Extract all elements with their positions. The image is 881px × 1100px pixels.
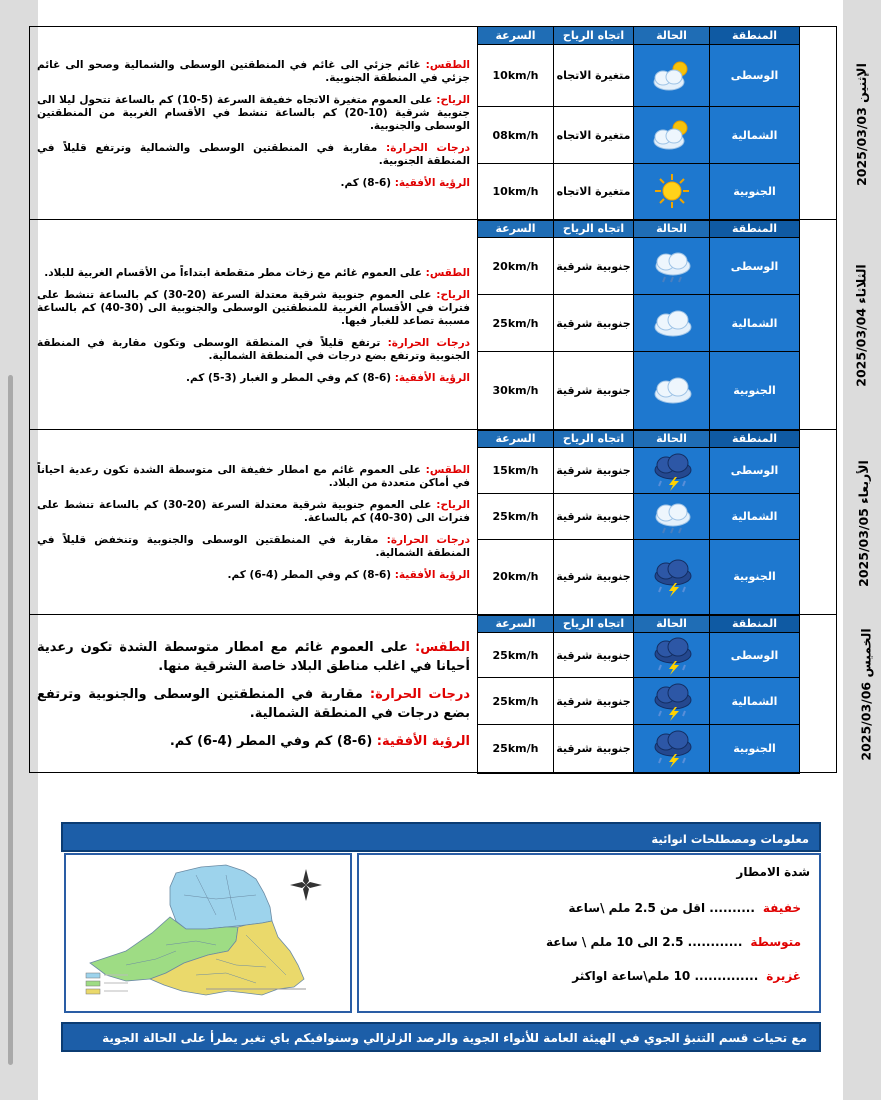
speed-cell: 10km/h	[478, 164, 554, 220]
speed-cell: 25km/h	[478, 725, 554, 773]
region-cell: الجنوبية	[710, 725, 800, 773]
table-header-row	[30, 615, 837, 633]
speed-cell: 25km/h	[478, 295, 554, 352]
header-region: المنطقة	[710, 27, 800, 45]
info-title-bar: معلومات ومصطلحات انوائية	[61, 822, 821, 852]
day-2-date: الثلاثاء 2025/03/04	[800, 220, 837, 430]
wind-direction-cell: متغيرة الاتجاه	[554, 45, 634, 107]
wind-direction-cell: جنوبية شرقية	[554, 725, 634, 773]
list-item: غزيرة.............. 10 ملم\ساعة اواكثر	[572, 969, 801, 983]
partly-cloudy-icon	[647, 115, 697, 155]
day-1-date: الإثنين 2025/03/03	[800, 27, 837, 220]
speed-cell: 30km/h	[478, 352, 554, 430]
header-state: الحالة	[634, 430, 710, 448]
speed-cell: 08km/h	[478, 107, 554, 164]
state-cell	[634, 295, 710, 352]
footer-banner: مع تحيات قسم التنبؤ الجوي في الهيئة العامة للأنواء الجوية والرصد الزلزالي وسنوافيكم باي تغير يطرأ على الحالة الجوية	[61, 1022, 821, 1052]
sunny-icon	[647, 171, 697, 211]
rain-intensity-panel	[357, 853, 821, 1013]
header-region: المنطقة	[710, 615, 800, 633]
header-speed: السرعة	[478, 430, 554, 448]
state-cell	[634, 238, 710, 295]
header-state: الحالة	[634, 615, 710, 633]
wind-direction-cell: جنوبية شرقية	[554, 295, 634, 352]
region-cell: الشمالية	[710, 494, 800, 540]
state-cell	[634, 494, 710, 540]
region-cell: الوسطى	[710, 633, 800, 678]
partly-cloudy-icon	[647, 56, 697, 96]
table-header-row	[30, 220, 837, 238]
cloudy-icon	[647, 303, 697, 343]
table-header-row	[30, 27, 837, 45]
region-cell: الوسطى	[710, 448, 800, 494]
wind-direction-cell: متغيرة الاتجاه	[554, 107, 634, 164]
header-region: المنطقة	[710, 220, 800, 238]
speed-cell: 25km/h	[478, 678, 554, 725]
list-item: متوسطة............ 2.5 الى 10 ملم \ ساعة	[545, 935, 801, 949]
region-cell: الوسطى	[710, 45, 800, 107]
rain-intensity-title: شدة الامطار	[736, 865, 810, 879]
state-cell	[634, 164, 710, 220]
table-header-row	[30, 430, 837, 448]
compass-rose-icon	[290, 869, 322, 901]
wind-direction-cell: جنوبية شرقية	[554, 448, 634, 494]
header-region: المنطقة	[710, 430, 800, 448]
region-cell: الشمالية	[710, 678, 800, 725]
wind-direction-cell: جنوبية شرقية	[554, 540, 634, 615]
state-cell	[634, 448, 710, 494]
wind-direction-cell: متغيرة الاتجاه	[554, 164, 634, 220]
wind-direction-cell: جنوبية شرقية	[554, 352, 634, 430]
state-cell	[634, 725, 710, 773]
region-cell: الوسطى	[710, 238, 800, 295]
day-2-description: الطقس: على العموم غائم مع زخات مطر متقطعة ابتداءاً من الأقسام الغربية للبلاد. الرياح: على العموم جنوبية شرقية معتدلة السرعة (20-30) كم بالساعة تنشط على فترات في الأقسام الغربية للمنطقتين الوسطى والجنوبية الى (30-40) كم بالساعة مسببة تصاعد للغبار فيها. درجات الحرارة: ترتفع قليلاً في المنطقة الوسطى وتكون مقاربة في المنطقة الجنوبية وترتفع بضع درجات في المنطقة الشمالية. الرؤية الأفقية: (6-8) كم وفي المطر و الغبار (3-5) كم.	[30, 220, 478, 430]
thunderstorm-icon	[647, 557, 697, 597]
header-wind-direction: اتجاه الرياح	[554, 27, 634, 45]
header-speed: السرعة	[478, 615, 554, 633]
regions-map	[64, 853, 352, 1013]
speed-cell: 15km/h	[478, 448, 554, 494]
thunderstorm-icon	[647, 728, 697, 768]
thunderstorm-icon	[647, 451, 697, 491]
forecast-table	[29, 26, 874, 774]
cloudy-rain-icon	[647, 497, 697, 537]
region-cell: الجنوبية	[710, 352, 800, 430]
state-cell	[634, 45, 710, 107]
speed-cell: 20km/h	[478, 238, 554, 295]
day-4-description: الطقس: على العموم غائم مع امطار متوسطة الشدة تكون رعدية أحيانا في اغلب مناطق البلاد خاصة الشرقية منها. درجات الحرارة: مقاربة في المنطقتين الوسطى والجنوبية وترتفع بضع درجات في المنطقة الشمالية. الرؤية الأفقية: (6-8) كم وفي المطر (4-6) كم.	[30, 615, 478, 773]
region-cell: الجنوبية	[710, 540, 800, 615]
state-cell	[634, 678, 710, 725]
cloudy-rain-icon	[647, 246, 697, 286]
region-cell: الشمالية	[710, 107, 800, 164]
wind-direction-cell: جنوبية شرقية	[554, 678, 634, 725]
iraq-map-image	[66, 855, 350, 1011]
cloudy-icon	[647, 370, 697, 410]
region-cell: الجنوبية	[710, 164, 800, 220]
header-wind-direction: اتجاه الرياح	[554, 220, 634, 238]
header-wind-direction: اتجاه الرياح	[554, 615, 634, 633]
state-cell	[634, 352, 710, 430]
region-cell: الشمالية	[710, 295, 800, 352]
header-speed: السرعة	[478, 27, 554, 45]
wind-direction-cell: جنوبية شرقية	[554, 633, 634, 678]
header-state: الحالة	[634, 27, 710, 45]
day-3-description: الطقس: على العموم غائم مع امطار خفيفة الى متوسطة الشدة تكون رعدية احياناً في أماكن متعددة من البلاد. الرياح: على العموم جنوبية شرقية معتدلة السرعة (20-30) كم بالساعة تنشط على فترات الى (30-40) كم بالساعة. درجات الحرارة: مقاربة في المنطقتين الوسطى والجنوبية وتنخفض قليلاً في المنطقة الشمالية. الرؤية الأفقية: (6-8) كم وفي المطر (4-6) كم.	[30, 430, 478, 615]
wind-direction-cell: جنوبية شرقية	[554, 238, 634, 295]
thunderstorm-icon	[647, 681, 697, 721]
day-1-description: الطقس: غائم جزئي الى غائم في المنطقتين الوسطى والشمالية وصحو الى غائم جزئي في المنطقة الجنوبية. الرياح: على العموم متغيرة الاتجاه خفيفة السرعة (5-10) كم بالساعة تتحول ليلا الى جنوبية شرقية (10-20) كم بالساعة تنشط في الأقسام الغربية من المنطقتين الوسطى والجنوبية. درجات الحرارة: مقاربة في المنطقتين الوسطى والشمالية وترتفع قليلاً في المنطقة الجنوبية. الرؤية الأفقية: (6-8) كم.	[30, 27, 478, 220]
speed-cell: 25km/h	[478, 494, 554, 540]
header-state: الحالة	[634, 220, 710, 238]
header-wind-direction: اتجاه الرياح	[554, 430, 634, 448]
speed-cell: 10km/h	[478, 45, 554, 107]
speed-cell: 20km/h	[478, 540, 554, 615]
scrollbar-thumb[interactable]	[8, 375, 13, 1065]
state-cell	[634, 107, 710, 164]
header-speed: السرعة	[478, 220, 554, 238]
state-cell	[634, 633, 710, 678]
wind-direction-cell: جنوبية شرقية	[554, 494, 634, 540]
thunderstorm-icon	[647, 635, 697, 675]
speed-cell: 25km/h	[478, 633, 554, 678]
list-item: خفيفة.......... اقل من 2.5 ملم \ساعة	[568, 901, 801, 915]
day-4-date: الخميس 2025/03/06	[800, 615, 837, 773]
state-cell	[634, 540, 710, 615]
day-3-date: الأربعاء 2025/03/05	[800, 430, 837, 615]
